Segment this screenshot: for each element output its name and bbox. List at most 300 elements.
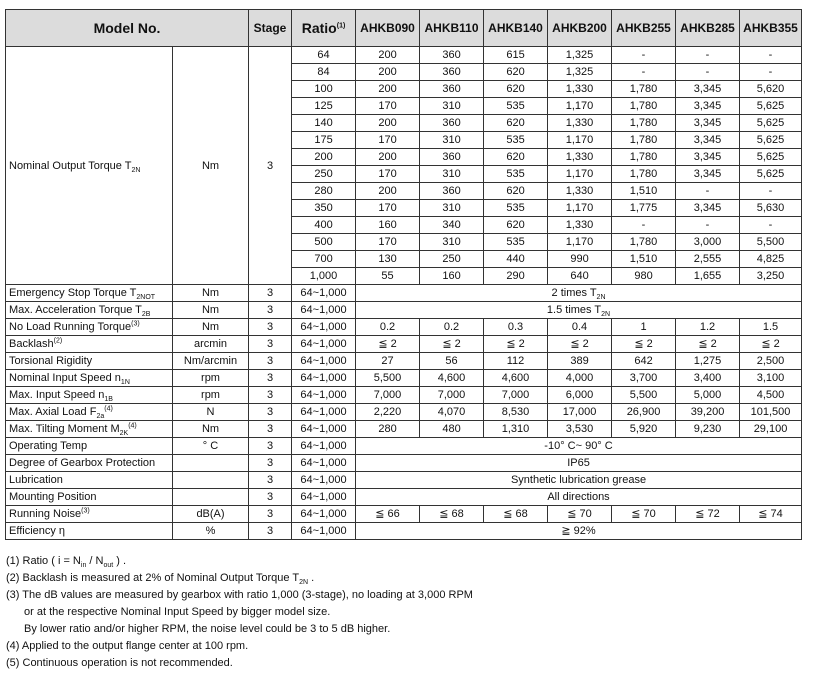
- span-value-cell: [356, 285, 802, 302]
- unit-cell: dB(A): [173, 506, 249, 523]
- value-cell: 0.3: [484, 319, 548, 336]
- value-cell: 130: [356, 251, 420, 268]
- table-row: [6, 319, 802, 336]
- value-cell: ≦ 2: [676, 336, 740, 353]
- span-value-cell: [356, 455, 802, 472]
- table-row: [6, 47, 802, 64]
- ratio-cell: 350: [292, 200, 356, 217]
- span-value-cell: [356, 472, 802, 489]
- value-cell: 3,400: [676, 370, 740, 387]
- table-row: [6, 353, 802, 370]
- value-cell: 200: [356, 115, 420, 132]
- param-label-sub: 2B: [141, 311, 151, 319]
- value-cell: 1,330: [548, 149, 612, 166]
- span-value-cell: [356, 489, 802, 506]
- footnote-3-line-3: By lower ratio and/or higher RPM, the noise level could be 3 to 5 dB higher.: [24, 623, 391, 635]
- stage-cell: 3: [249, 370, 292, 387]
- value-cell: 5,625: [740, 115, 802, 132]
- model-header: AHKB255: [612, 10, 676, 47]
- value-cell: 1,655: [676, 268, 740, 285]
- unit-cell: [173, 455, 249, 472]
- span-value: ≧ 92%: [561, 525, 596, 537]
- ratio-header-text: Ratio: [301, 20, 337, 36]
- model-header: AHKB285: [676, 10, 740, 47]
- ratio-cell: 64~1,000: [292, 285, 356, 302]
- value-cell: -: [676, 64, 740, 81]
- value-cell: 310: [420, 234, 484, 251]
- value-cell: 5,620: [740, 81, 802, 98]
- value-cell: 5,920: [612, 421, 676, 438]
- param-label-cell: [6, 336, 173, 353]
- param-label: Nominal Input Speed n: [9, 372, 121, 384]
- param-label-cell: [6, 387, 173, 404]
- value-cell: 1.2: [676, 319, 740, 336]
- unit-cell: [173, 472, 249, 489]
- unit-cell: Nm: [173, 285, 249, 302]
- stage-cell: 3: [249, 455, 292, 472]
- value-cell: 620: [484, 183, 548, 200]
- footnote-3-line-2: or at the respective Nominal Input Speed by bigger model size.: [24, 606, 331, 618]
- value-cell: ≦ 2: [740, 336, 802, 353]
- value-cell: -: [676, 217, 740, 234]
- ratio-header: [292, 10, 356, 47]
- value-cell: ≦ 68: [420, 506, 484, 523]
- param-label-cell: [6, 523, 173, 540]
- ratio-cell: 175: [292, 132, 356, 149]
- stage-cell: 3: [249, 285, 292, 302]
- value-cell: 170: [356, 98, 420, 115]
- value-cell: 55: [356, 268, 420, 285]
- specification-table: [5, 9, 802, 540]
- value-cell: 1,325: [548, 64, 612, 81]
- ratio-cell: 64~1,000: [292, 489, 356, 506]
- value-cell: 620: [484, 217, 548, 234]
- table-row: [6, 285, 802, 302]
- value-cell: 290: [484, 268, 548, 285]
- torque-stage: 3: [249, 47, 292, 285]
- value-cell: 3,530: [548, 421, 612, 438]
- value-cell: 3,000: [676, 234, 740, 251]
- value-cell: 360: [420, 149, 484, 166]
- value-cell: 3,100: [740, 370, 802, 387]
- value-cell: 1,170: [548, 132, 612, 149]
- value-cell: ≦ 68: [484, 506, 548, 523]
- value-cell: 1,510: [612, 251, 676, 268]
- value-cell: 1,330: [548, 81, 612, 98]
- value-cell: 535: [484, 166, 548, 183]
- ratio-cell: 700: [292, 251, 356, 268]
- value-cell: 535: [484, 132, 548, 149]
- param-label-cell: [6, 421, 173, 438]
- value-cell: 1,170: [548, 200, 612, 217]
- value-cell: 4,825: [740, 251, 802, 268]
- stage-cell: 3: [249, 404, 292, 421]
- value-cell: ≦ 66: [356, 506, 420, 523]
- ratio-cell: 64~1,000: [292, 438, 356, 455]
- model-header: AHKB110: [420, 10, 484, 47]
- value-cell: -: [740, 64, 802, 81]
- value-cell: -: [612, 47, 676, 64]
- value-cell: ≦ 72: [676, 506, 740, 523]
- value-cell: 980: [612, 268, 676, 285]
- torque-label-cell: [6, 47, 173, 285]
- value-cell: 642: [612, 353, 676, 370]
- value-cell: 5,000: [676, 387, 740, 404]
- param-label: No Load Running Torque: [9, 321, 132, 333]
- torque-label-sub: 2N: [131, 166, 141, 174]
- header-row: [6, 10, 802, 47]
- ratio-cell: 64~1,000: [292, 506, 356, 523]
- param-label-sup: (3): [131, 320, 140, 328]
- value-cell: 26,900: [612, 404, 676, 421]
- value-cell: -: [612, 64, 676, 81]
- value-cell: 1,330: [548, 115, 612, 132]
- value-cell: 250: [420, 251, 484, 268]
- ratio-cell: 125: [292, 98, 356, 115]
- value-cell: 7,000: [484, 387, 548, 404]
- value-cell: 1,310: [484, 421, 548, 438]
- value-cell: ≦ 2: [420, 336, 484, 353]
- param-label-sup: (4): [104, 405, 113, 413]
- footnote-text: (2) Backlash is measured at 2% of Nominal Output Torque T: [6, 572, 300, 584]
- param-label-cell: [6, 319, 173, 336]
- stage-cell: 3: [249, 336, 292, 353]
- span-value: 1.5 times T: [546, 304, 602, 316]
- value-cell: 620: [484, 81, 548, 98]
- param-label: Max. Axial Load F: [9, 406, 97, 418]
- param-label-cell: [6, 370, 173, 387]
- value-cell: 990: [548, 251, 612, 268]
- param-label-sub: 1N: [120, 379, 130, 387]
- value-cell: 0.2: [356, 319, 420, 336]
- value-cell: 5,500: [356, 370, 420, 387]
- value-cell: 1,170: [548, 234, 612, 251]
- value-cell: 620: [484, 149, 548, 166]
- value-cell: ≦ 2: [484, 336, 548, 353]
- span-value: All directions: [547, 491, 610, 503]
- value-cell: 2,220: [356, 404, 420, 421]
- value-cell: 360: [420, 64, 484, 81]
- value-cell: 160: [356, 217, 420, 234]
- span-value: Synthetic lubrication grease: [510, 474, 647, 486]
- value-cell: 340: [420, 217, 484, 234]
- value-cell: 615: [484, 47, 548, 64]
- value-cell: 310: [420, 98, 484, 115]
- value-cell: 1,330: [548, 183, 612, 200]
- table-row: [6, 489, 802, 506]
- footnote-sub: in: [80, 562, 87, 570]
- param-label: Degree of Gearbox Protection: [9, 457, 156, 469]
- value-cell: 2,555: [676, 251, 740, 268]
- value-cell: 3,345: [676, 98, 740, 115]
- stage-cell: 3: [249, 472, 292, 489]
- span-value-cell: [356, 438, 802, 455]
- value-cell: 1,780: [612, 81, 676, 98]
- span-value-sub: 2N: [596, 294, 606, 302]
- value-cell: 1,780: [612, 115, 676, 132]
- value-cell: 535: [484, 200, 548, 217]
- value-cell: 310: [420, 132, 484, 149]
- stage-cell: 3: [249, 319, 292, 336]
- value-cell: 9,230: [676, 421, 740, 438]
- param-label-sup: (4): [128, 422, 137, 430]
- value-cell: 640: [548, 268, 612, 285]
- value-cell: ≦ 74: [740, 506, 802, 523]
- ratio-cell: 64~1,000: [292, 353, 356, 370]
- value-cell: 1,170: [548, 166, 612, 183]
- value-cell: 200: [356, 47, 420, 64]
- torque-unit: Nm: [173, 47, 249, 285]
- value-cell: ≦ 70: [612, 506, 676, 523]
- value-cell: -: [740, 183, 802, 200]
- footnote-sub: 2N: [299, 579, 309, 587]
- table-row: [6, 438, 802, 455]
- table-row: [6, 404, 802, 421]
- model-header: AHKB355: [740, 10, 802, 47]
- value-cell: -: [676, 47, 740, 64]
- value-cell: 56: [420, 353, 484, 370]
- footnotes: [6, 553, 473, 672]
- value-cell: 1: [612, 319, 676, 336]
- value-cell: 170: [356, 234, 420, 251]
- param-label: Operating Temp: [9, 440, 88, 452]
- unit-cell: Nm/arcmin: [173, 353, 249, 370]
- ratio-cell: 140: [292, 115, 356, 132]
- span-value-sub: 2N: [601, 311, 611, 319]
- ratio-cell: 500: [292, 234, 356, 251]
- value-cell: 1,330: [548, 217, 612, 234]
- param-label: Mounting Position: [9, 491, 97, 503]
- value-cell: 17,000: [548, 404, 612, 421]
- value-cell: 3,345: [676, 81, 740, 98]
- stage-cell: 3: [249, 302, 292, 319]
- value-cell: 3,345: [676, 115, 740, 132]
- param-label: Backlash: [9, 338, 54, 350]
- ratio-cell: 64~1,000: [292, 455, 356, 472]
- value-cell: 2,500: [740, 353, 802, 370]
- param-label: Efficiency η: [9, 525, 66, 537]
- value-cell: 101,500: [740, 404, 802, 421]
- ratio-cell: 100: [292, 81, 356, 98]
- ratio-cell: 64~1,000: [292, 302, 356, 319]
- value-cell: 5,500: [740, 234, 802, 251]
- param-label-cell: [6, 438, 173, 455]
- param-label: Lubrication: [9, 474, 63, 486]
- ratio-cell: 64~1,000: [292, 472, 356, 489]
- value-cell: 3,345: [676, 132, 740, 149]
- value-cell: 6,000: [548, 387, 612, 404]
- ratio-cell: 84: [292, 64, 356, 81]
- ratio-cell: 250: [292, 166, 356, 183]
- value-cell: 4,600: [420, 370, 484, 387]
- table-body: [6, 47, 802, 540]
- footnote-3-line-1: (3) The dB values are measured by gearbox with ratio 1,000 (3-stage), no loading at 3,000 RPM: [6, 589, 473, 601]
- span-value-cell: [356, 302, 802, 319]
- param-label: Max. Acceleration Torque T: [9, 304, 142, 316]
- param-label-cell: [6, 506, 173, 523]
- ratio-cell: 64~1,000: [292, 523, 356, 540]
- value-cell: 5,625: [740, 166, 802, 183]
- footnote-4: (4) Applied to the output flange center at 100 rpm.: [6, 640, 249, 652]
- table-row: [6, 302, 802, 319]
- table-row: [6, 387, 802, 404]
- value-cell: 1,780: [612, 234, 676, 251]
- value-cell: 360: [420, 47, 484, 64]
- unit-cell: ° C: [173, 438, 249, 455]
- model-header: AHKB200: [548, 10, 612, 47]
- param-label: Emergency Stop Torque T: [9, 287, 137, 299]
- value-cell: 1,780: [612, 149, 676, 166]
- value-cell: 3,345: [676, 166, 740, 183]
- table-row: [6, 472, 802, 489]
- ratio-cell: 64~1,000: [292, 404, 356, 421]
- footnote-sub: out: [103, 562, 114, 570]
- value-cell: 1,325: [548, 47, 612, 64]
- footnote-5: (5) Continuous operation is not recommended.: [6, 657, 233, 669]
- value-cell: -: [740, 47, 802, 64]
- value-cell: 535: [484, 98, 548, 115]
- value-cell: 5,625: [740, 149, 802, 166]
- ratio-cell: 200: [292, 149, 356, 166]
- value-cell: 170: [356, 200, 420, 217]
- param-label-sub: 2NOT: [136, 294, 156, 302]
- value-cell: 4,500: [740, 387, 802, 404]
- value-cell: ≦ 70: [548, 506, 612, 523]
- footnote-1: [6, 553, 473, 570]
- param-label-cell: [6, 302, 173, 319]
- unit-cell: arcmin: [173, 336, 249, 353]
- value-cell: 1,275: [676, 353, 740, 370]
- table-row: [6, 370, 802, 387]
- stage-header: Stage: [249, 10, 292, 47]
- value-cell: ≦ 2: [612, 336, 676, 353]
- value-cell: 4,000: [548, 370, 612, 387]
- span-value: 2 times T: [551, 287, 597, 299]
- param-label-sup: (2): [53, 337, 63, 345]
- param-label-cell: [6, 489, 173, 506]
- param-label-sub: 2K: [119, 430, 129, 438]
- ratio-cell: 400: [292, 217, 356, 234]
- value-cell: 0.4: [548, 319, 612, 336]
- stage-cell: 3: [249, 438, 292, 455]
- unit-cell: rpm: [173, 387, 249, 404]
- value-cell: 1,780: [612, 166, 676, 183]
- value-cell: 3,700: [612, 370, 676, 387]
- value-cell: 1,775: [612, 200, 676, 217]
- value-cell: -: [612, 217, 676, 234]
- value-cell: 3,345: [676, 149, 740, 166]
- value-cell: 39,200: [676, 404, 740, 421]
- value-cell: 29,100: [740, 421, 802, 438]
- value-cell: 310: [420, 200, 484, 217]
- value-cell: 3,250: [740, 268, 802, 285]
- value-cell: 535: [484, 234, 548, 251]
- value-cell: 280: [356, 421, 420, 438]
- value-cell: 7,000: [420, 387, 484, 404]
- param-label: Running Noise: [9, 508, 82, 520]
- value-cell: 27: [356, 353, 420, 370]
- footnote-text: (1) Ratio ( i = N: [6, 555, 81, 567]
- value-cell: 5,630: [740, 200, 802, 217]
- stage-cell: 3: [249, 489, 292, 506]
- value-cell: 310: [420, 166, 484, 183]
- stage-cell: 3: [249, 421, 292, 438]
- value-cell: 200: [356, 64, 420, 81]
- param-label-sub: 2a: [96, 413, 105, 421]
- torque-label: Nominal Output Torque T: [9, 159, 132, 172]
- unit-cell: %: [173, 523, 249, 540]
- value-cell: 1,780: [612, 132, 676, 149]
- value-cell: 3,345: [676, 200, 740, 217]
- value-cell: 200: [356, 183, 420, 200]
- footnote-text: .: [308, 572, 315, 584]
- param-label-sub: 1B: [104, 396, 113, 404]
- value-cell: -: [676, 183, 740, 200]
- value-cell: 620: [484, 64, 548, 81]
- value-cell: 4,070: [420, 404, 484, 421]
- value-cell: 480: [420, 421, 484, 438]
- ratio-cell: 64~1,000: [292, 319, 356, 336]
- footnote-text: / N: [86, 555, 104, 567]
- value-cell: 389: [548, 353, 612, 370]
- value-cell: 200: [356, 149, 420, 166]
- param-label: Max. Input Speed n: [9, 389, 105, 401]
- span-value-cell: [356, 523, 802, 540]
- unit-cell: rpm: [173, 370, 249, 387]
- model-no-header: Model No.: [6, 10, 249, 47]
- value-cell: 5,625: [740, 132, 802, 149]
- unit-cell: Nm: [173, 421, 249, 438]
- ratio-cell: 1,000: [292, 268, 356, 285]
- value-cell: 1.5: [740, 319, 802, 336]
- value-cell: 7,000: [356, 387, 420, 404]
- table-row: [6, 336, 802, 353]
- value-cell: 620: [484, 115, 548, 132]
- value-cell: 5,500: [612, 387, 676, 404]
- stage-cell: 3: [249, 387, 292, 404]
- span-value: IP65: [567, 457, 590, 469]
- value-cell: 4,600: [484, 370, 548, 387]
- footnote-text: ) .: [113, 555, 127, 567]
- param-label-cell: [6, 285, 173, 302]
- stage-cell: 3: [249, 523, 292, 540]
- param-label-cell: [6, 404, 173, 421]
- stage-cell: 3: [249, 353, 292, 370]
- ratio-cell: 64~1,000: [292, 421, 356, 438]
- ratio-cell: 280: [292, 183, 356, 200]
- value-cell: 160: [420, 268, 484, 285]
- ratio-cell: 64~1,000: [292, 387, 356, 404]
- param-label-sup: (3): [81, 507, 90, 515]
- unit-cell: Nm: [173, 319, 249, 336]
- value-cell: 5,625: [740, 98, 802, 115]
- ratio-cell: 64~1,000: [292, 336, 356, 353]
- value-cell: 170: [356, 132, 420, 149]
- value-cell: 1,510: [612, 183, 676, 200]
- unit-cell: [173, 489, 249, 506]
- model-header: AHKB090: [356, 10, 420, 47]
- param-label: Max. Tilting Moment M: [9, 423, 120, 435]
- value-cell: 360: [420, 183, 484, 200]
- unit-cell: Nm: [173, 302, 249, 319]
- stage-cell: 3: [249, 506, 292, 523]
- model-header: AHKB140: [484, 10, 548, 47]
- unit-cell: N: [173, 404, 249, 421]
- value-cell: 440: [484, 251, 548, 268]
- value-cell: 360: [420, 115, 484, 132]
- value-cell: 8,530: [484, 404, 548, 421]
- table-row: [6, 421, 802, 438]
